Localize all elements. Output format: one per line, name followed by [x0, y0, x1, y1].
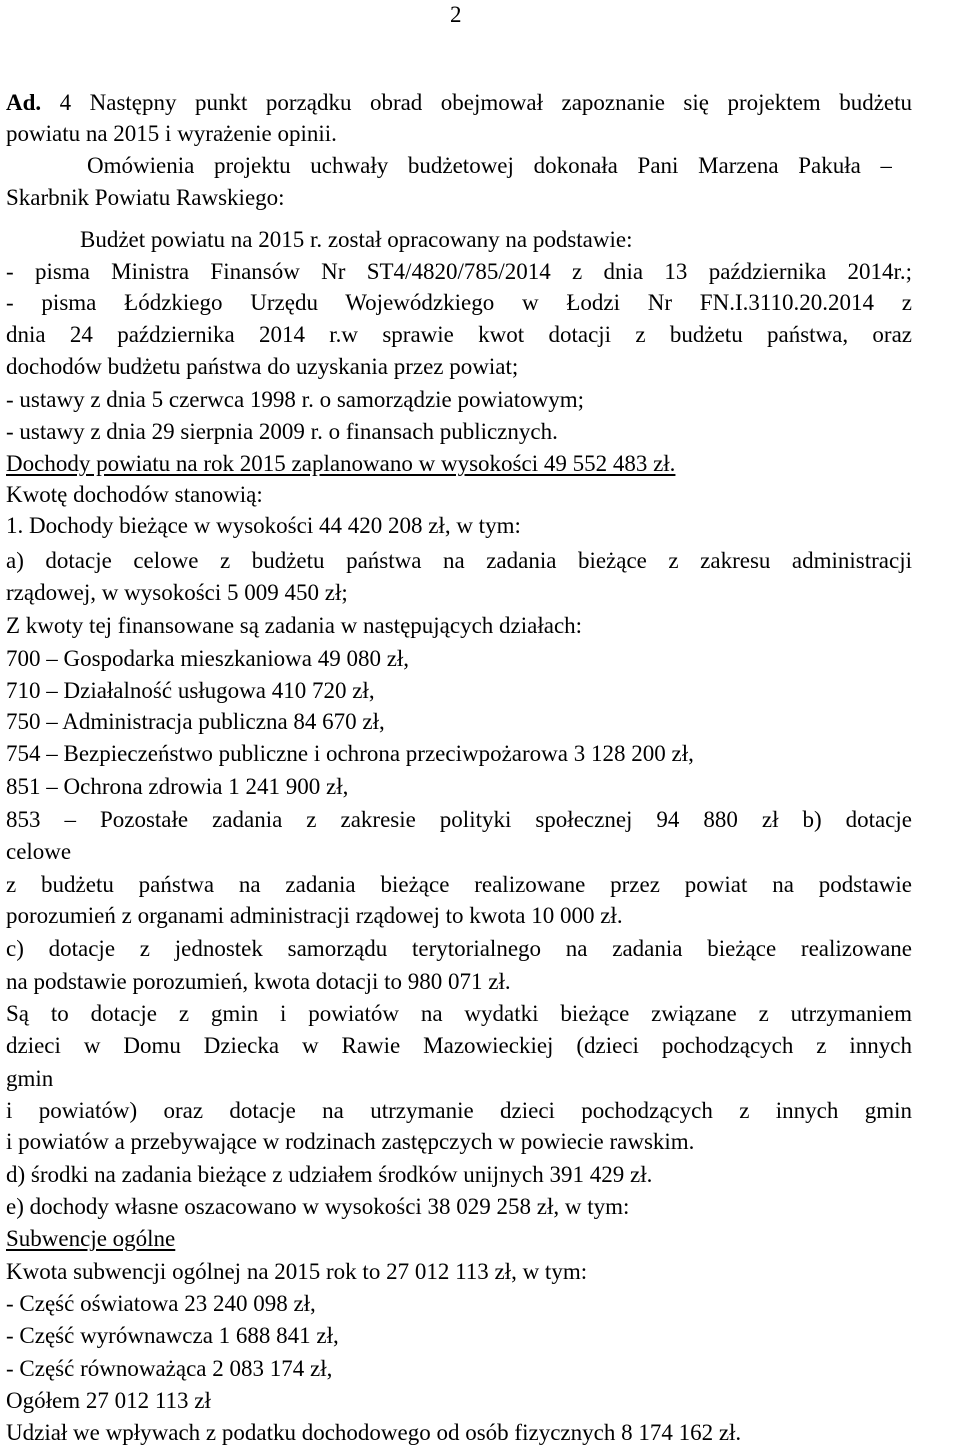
agenda-item-line: Ad. 4 Następny punkt porządku obrad obejmował zapoznanie się projektem budżetu [6, 90, 912, 115]
text-line: Ogółem 27 012 113 zł [6, 1388, 211, 1413]
text-line: 700 – Gospodarka mieszkaniowa 49 080 zł, [6, 646, 410, 671]
text-line: Z kwoty tej finansowane są zadania w następujących działach: [6, 613, 583, 638]
text-line: - pisma Łódzkiego Urzędu Wojewódzkiego w Łodzi Nr FN.I.3110.20.2014 z [6, 290, 912, 315]
text-line: 853 – Pozostałe zadania z zakresie polityki społecznej 94 880 zł b) dotacje [6, 807, 912, 832]
text-line: i powiatów) oraz dotacje na utrzymanie dzieci pochodzących z innych gmin [6, 1098, 912, 1123]
text-line: powiatu na 2015 i wyrażenie opinii. [6, 121, 337, 146]
text-line: celowe [6, 839, 72, 864]
text-line: e) dochody własne oszacowano w wysokości 38 029 258 zł, w tym: [6, 1194, 630, 1219]
text-line-underlined: Dochody powiatu na rok 2015 zaplanowano w wysokości 49 552 483 zł. [6, 451, 676, 476]
text-line: - Część oświatowa 23 240 098 zł, [6, 1291, 316, 1316]
text-line: 851 – Ochrona zdrowia 1 241 900 zł, [6, 774, 349, 799]
text-line: Udział we wpływach z podatku dochodowego od osób fizycznych 8 174 162 zł. [6, 1420, 742, 1445]
text-line: 750 – Administracja publiczna 84 670 zł, [6, 709, 385, 734]
text-line: 710 – Działalność usługowa 410 720 zł, [6, 678, 375, 703]
text-line: gmin [6, 1066, 54, 1091]
text-line: dzieci w Domu Dziecka w Rawie Mazowieckiej (dzieci pochodzących z innych [6, 1033, 912, 1058]
text-line: Budżet powiatu na 2015 r. został opracowany na podstawie: [80, 227, 633, 252]
text-line: - ustawy z dnia 5 czerwca 1998 r. o samorządzie powiatowym; [6, 387, 584, 412]
text-line: 754 – Bezpieczeństwo publiczne i ochrona przeciwpożarowa 3 128 200 zł, [6, 741, 694, 766]
text-line: - Część wyrównawcza 1 688 841 zł, [6, 1323, 339, 1348]
text-line: Kwotę dochodów stanowią: [6, 482, 263, 507]
text-line: dochodów budżetu państwa do uzyskania przez powiat; [6, 354, 519, 379]
section-heading-underlined: Subwencje ogólne [6, 1226, 176, 1251]
text-line: dnia 24 października 2014 r.w sprawie kwot dotacji z budżetu państwa, oraz [6, 322, 912, 347]
text-line: - pisma Ministra Finansów Nr ST4/4820/785/2014 z dnia 13 października 2014r.; [6, 259, 912, 284]
text-line: Są to dotacje z gmin i powiatów na wydatki bieżące związane z utrzymaniem [6, 1001, 912, 1026]
text-line: c) dotacje z jednostek samorządu terytorialnego na zadania bieżące realizowane [6, 936, 912, 961]
text-line: na podstawie porozumień, kwota dotacji to 980 071 zł. [6, 969, 511, 994]
text-line: porozumień z organami administracji rządowej to kwota 10 000 zł. [6, 903, 623, 928]
text-line: rządowej, w wysokości 5 009 450 zł; [6, 580, 348, 605]
text-line: 1. Dochody bieżące w wysokości 44 420 208 zł, w tym: [6, 513, 521, 538]
text-line: - ustawy z dnia 29 sierpnia 2009 r. o finansach publicznych. [6, 419, 558, 444]
text-line: z budżetu państwa na zadania bieżące realizowane przez powiat na podstawie [6, 872, 912, 897]
text-line: d) środki na zadania bieżące z udziałem środków unijnych 391 429 zł. [6, 1162, 653, 1187]
text-line: Skarbnik Powiatu Rawskiego: [6, 185, 285, 210]
text-line: - Część równoważąca 2 083 174 zł, [6, 1356, 333, 1381]
text-line: i powiatów a przebywające w rodzinach zastępczych w powiecie rawskim. [6, 1129, 695, 1154]
agenda-item-label: Ad. [6, 90, 42, 115]
text-line: Omówienia projektu uchwały budżetowej dokonała Pani Marzena Pakuła – [87, 153, 892, 178]
page-number: 2 [450, 2, 462, 27]
text-line: Kwota subwencji ogólnej na 2015 rok to 27 012 113 zł, w tym: [6, 1259, 588, 1284]
text-line: a) dotacje celowe z budżetu państwa na zadania bieżące z zakresu administracji [6, 548, 912, 573]
